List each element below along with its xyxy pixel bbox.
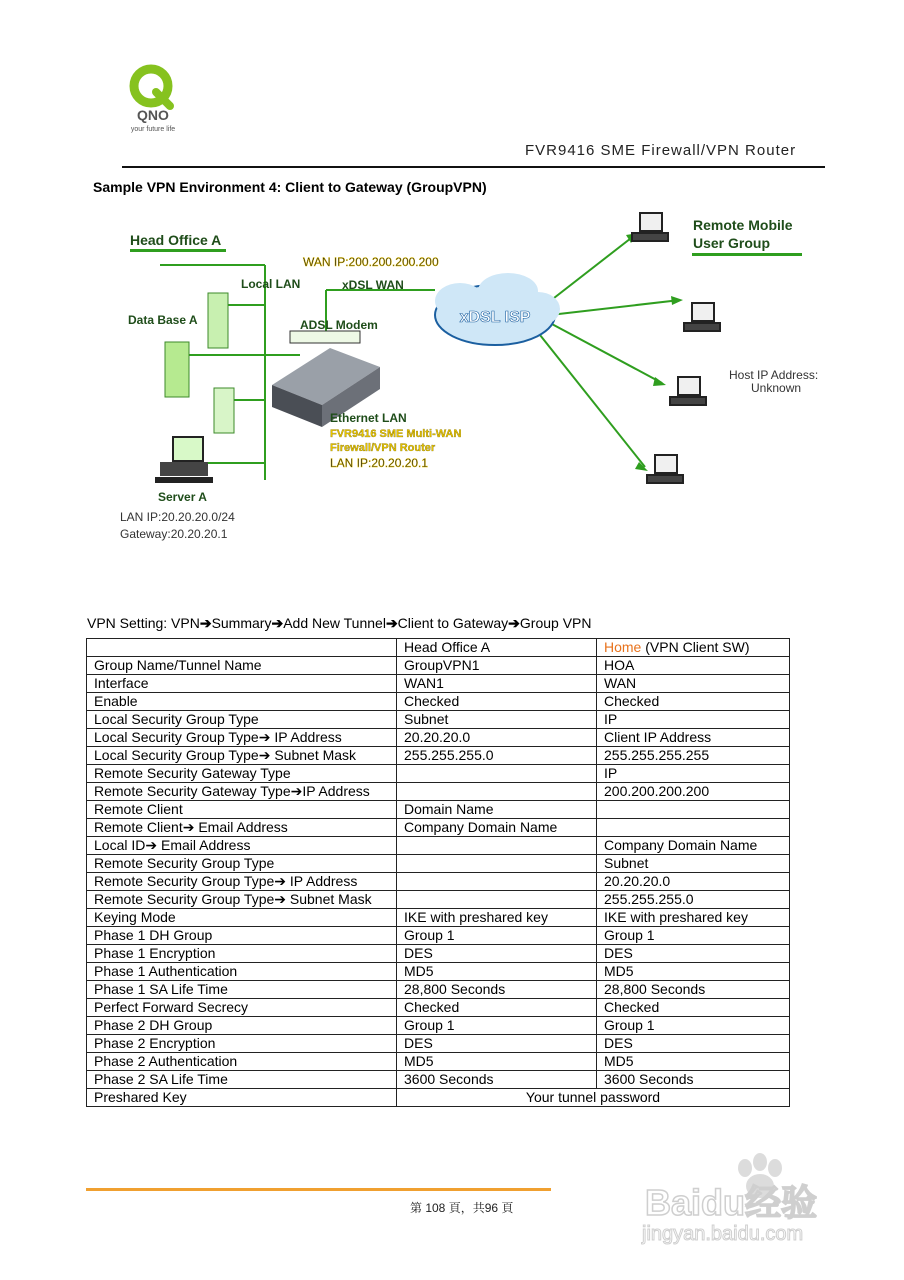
head-office-value-cell: Checked — [397, 999, 597, 1017]
baidu-watermark — [640, 1150, 855, 1245]
home-value-cell: 255.255.255.255 — [597, 747, 790, 765]
setting-name-cell: Preshared Key — [87, 1089, 397, 1107]
head-office-value-cell — [397, 855, 597, 873]
vpn-settings-table — [86, 638, 790, 1107]
host-ip-label: Host IP Address: — [729, 368, 819, 382]
logo-tagline: your future life — [130, 126, 176, 133]
arrow-icon: ➔ — [508, 615, 520, 631]
setting-name-cell: Local Security Group Type➔ Subnet Mask — [87, 747, 397, 765]
head-office-value-cell: Subnet — [397, 711, 597, 729]
head-office-value-cell — [397, 783, 597, 801]
arrow-icon: ➔ — [199, 615, 212, 631]
table-row — [87, 945, 790, 963]
head-office-value-cell — [397, 765, 597, 783]
table-row — [87, 765, 790, 783]
head-office-value-cell: DES — [397, 945, 597, 963]
table-row — [87, 657, 790, 675]
path-step-client-gateway: Client to Gateway — [397, 615, 509, 631]
header-divider — [122, 166, 825, 168]
home-value-cell: MD5 — [597, 1053, 790, 1071]
setting-name-cell: Local Security Group Type➔ IP Address — [87, 729, 397, 747]
qno-logo — [118, 62, 188, 134]
path-step-group-vpn: Group VPN — [519, 615, 592, 631]
remote-mobile-label: Remote Mobile — [693, 217, 793, 233]
local-lan-label: Local LAN — [241, 277, 301, 291]
user-group-label: User Group — [693, 235, 771, 251]
setting-name-cell: Phase 1 SA Life Time — [87, 981, 397, 999]
home-value-cell: Group 1 — [597, 927, 790, 945]
home-value-cell: DES — [597, 945, 790, 963]
table-row — [87, 999, 790, 1017]
adsl-modem-label: ADSL Modem — [300, 318, 378, 332]
home-value-cell: 200.200.200.200 — [597, 783, 790, 801]
server-label: Server A — [158, 490, 207, 504]
home-label: Home — [604, 639, 642, 655]
head-office-value-cell: MD5 — [397, 1053, 597, 1071]
table-row — [87, 1017, 790, 1035]
arrow-icon: ➔ — [385, 615, 398, 631]
head-office-value-cell: 255.255.255.0 — [397, 747, 597, 765]
vpn-client-label: (VPN Client SW) — [641, 639, 750, 655]
home-value-cell: Client IP Address — [597, 729, 790, 747]
table-row — [87, 1035, 790, 1053]
table-row — [87, 675, 790, 693]
head-office-value-cell: IKE with preshared key — [397, 909, 597, 927]
head-office-value-cell: DES — [397, 1035, 597, 1053]
head-office-value-cell: 20.20.20.0 — [397, 729, 597, 747]
watermark-url: jingyan.baidu.com — [642, 1223, 804, 1245]
page-number: 第 108 頁，共96 頁 — [410, 1201, 514, 1215]
table-row — [87, 855, 790, 873]
head-office-value-cell — [397, 873, 597, 891]
home-value-cell — [597, 819, 790, 837]
table-row — [87, 801, 790, 819]
xdsl-isp-label: xDSL ISP — [459, 309, 531, 326]
home-value-cell: IKE with preshared key — [597, 909, 790, 927]
home-value-cell: MD5 — [597, 963, 790, 981]
home-value-cell: DES — [597, 1035, 790, 1053]
head-office-value-cell: MD5 — [397, 963, 597, 981]
section-heading: Sample VPN Environment 4: Client to Gateway (GroupVPN) — [93, 179, 487, 195]
home-value-cell: 20.20.20.0 — [597, 873, 790, 891]
table-row-preshared-key — [87, 1089, 790, 1107]
home-value-cell: Company Domain Name — [597, 837, 790, 855]
setting-name-cell: Remote Security Group Type — [87, 855, 397, 873]
home-value-cell: HOA — [597, 657, 790, 675]
server-computer-icon — [155, 437, 213, 483]
head-office-value-cell: 28,800 Seconds — [397, 981, 597, 999]
xdsl-wan-label: xDSL WAN — [342, 278, 404, 292]
footer-divider — [86, 1188, 551, 1191]
table-row — [87, 711, 790, 729]
setting-name-cell: Remote Client➔ Email Address — [87, 819, 397, 837]
host-ip-unknown: Unknown — [751, 381, 802, 395]
setting-name-cell: Local ID➔ Email Address — [87, 837, 397, 855]
head-office-value-cell: 3600 Seconds — [397, 1071, 597, 1089]
setting-name-cell: Phase 2 DH Group — [87, 1017, 397, 1035]
setting-name-cell: Phase 1 DH Group — [87, 927, 397, 945]
home-value-cell: IP — [597, 765, 790, 783]
setting-name-cell: Remote Security Group Type➔ Subnet Mask — [87, 891, 397, 909]
head-office-value-cell — [397, 837, 597, 855]
header-cell-empty — [87, 639, 397, 657]
setting-name-cell: Enable — [87, 693, 397, 711]
setting-name-cell: Local Security Group Type — [87, 711, 397, 729]
setting-name-cell: Phase 1 Authentication — [87, 963, 397, 981]
table-row — [87, 1053, 790, 1071]
head-office-value-cell: Group 1 — [397, 1017, 597, 1035]
preshared-key-value-cell: Your tunnel password — [397, 1089, 790, 1107]
table-row — [87, 819, 790, 837]
logo-brand: QNO — [137, 107, 169, 123]
document-title: FVR9416 SME Firewall/VPN Router — [525, 142, 797, 159]
setting-name-cell: Group Name/Tunnel Name — [87, 657, 397, 675]
watermark-brand: Baidu经验 — [645, 1182, 818, 1223]
table-row — [87, 891, 790, 909]
setting-name-cell: Remote Security Gateway Type➔IP Address — [87, 783, 397, 801]
router-name-line2: Firewall/VPN Router — [330, 442, 436, 454]
arrow-icon: ➔ — [271, 615, 284, 631]
table-row — [87, 927, 790, 945]
adsl-modem-icon — [290, 331, 360, 343]
setting-name-cell: Phase 2 SA Life Time — [87, 1071, 397, 1089]
setting-name-cell: Remote Security Group Type➔ IP Address — [87, 873, 397, 891]
home-value-cell: Group 1 — [597, 1017, 790, 1035]
table-row — [87, 747, 790, 765]
table-header-row — [87, 639, 790, 657]
home-value-cell: Checked — [597, 999, 790, 1017]
setting-name-cell: Phase 2 Encryption — [87, 1035, 397, 1053]
head-office-value-cell — [397, 891, 597, 909]
home-value-cell: Checked — [597, 693, 790, 711]
table-row — [87, 837, 790, 855]
table-row — [87, 729, 790, 747]
server-gateway: Gateway:20.20.20.1 — [120, 527, 228, 541]
database-label: Data Base A — [128, 313, 198, 327]
home-value-cell: 3600 Seconds — [597, 1071, 790, 1089]
head-office-underline — [130, 249, 226, 252]
table-row — [87, 981, 790, 999]
table-row — [87, 909, 790, 927]
head-office-value-cell: WAN1 — [397, 675, 597, 693]
ethernet-lan-label: Ethernet LAN — [330, 411, 407, 425]
home-value-cell — [597, 801, 790, 819]
setting-name-cell: Perfect Forward Secrecy — [87, 999, 397, 1017]
header-cell-home — [597, 639, 790, 657]
setting-name-cell: Phase 2 Authentication — [87, 1053, 397, 1071]
setting-name-cell: Keying Mode — [87, 909, 397, 927]
server-lan-ip: LAN IP:20.20.20.0/24 — [120, 510, 235, 524]
router-lan-ip: LAN IP:20.20.20.1 — [330, 456, 429, 470]
header-cell-head-office: Head Office A — [397, 639, 597, 657]
home-value-cell: 255.255.255.0 — [597, 891, 790, 909]
table-row — [87, 963, 790, 981]
home-value-cell: WAN — [597, 675, 790, 693]
head-office-value-cell: Group 1 — [397, 927, 597, 945]
table-body — [87, 639, 790, 1107]
wan-ip-label: WAN IP:200.200.200.200 — [303, 255, 439, 269]
home-value-cell: IP — [597, 711, 790, 729]
table-row — [87, 873, 790, 891]
setting-name-cell: Interface — [87, 675, 397, 693]
table-row — [87, 1071, 790, 1089]
setting-name-cell: Remote Security Gateway Type — [87, 765, 397, 783]
path-prefix: VPN Setting: VPN — [87, 615, 200, 631]
network-diagram — [110, 205, 830, 550]
table-row — [87, 783, 790, 801]
head-office-value-cell: GroupVPN1 — [397, 657, 597, 675]
setting-name-cell: Remote Client — [87, 801, 397, 819]
vpn-setting-path — [87, 615, 592, 632]
remote-group-underline — [692, 253, 802, 256]
setting-name-cell: Phase 1 Encryption — [87, 945, 397, 963]
head-office-value-cell: Checked — [397, 693, 597, 711]
path-step-summary: Summary — [211, 615, 272, 631]
home-value-cell: Subnet — [597, 855, 790, 873]
head-office-value-cell: Domain Name — [397, 801, 597, 819]
path-step-add-tunnel: Add New Tunnel — [283, 615, 386, 631]
home-value-cell: 28,800 Seconds — [597, 981, 790, 999]
table-row — [87, 693, 790, 711]
router-name-line1: FVR9416 SME Multi-WAN — [330, 428, 462, 440]
head-office-label: Head Office A — [130, 232, 222, 248]
head-office-value-cell: Company Domain Name — [397, 819, 597, 837]
